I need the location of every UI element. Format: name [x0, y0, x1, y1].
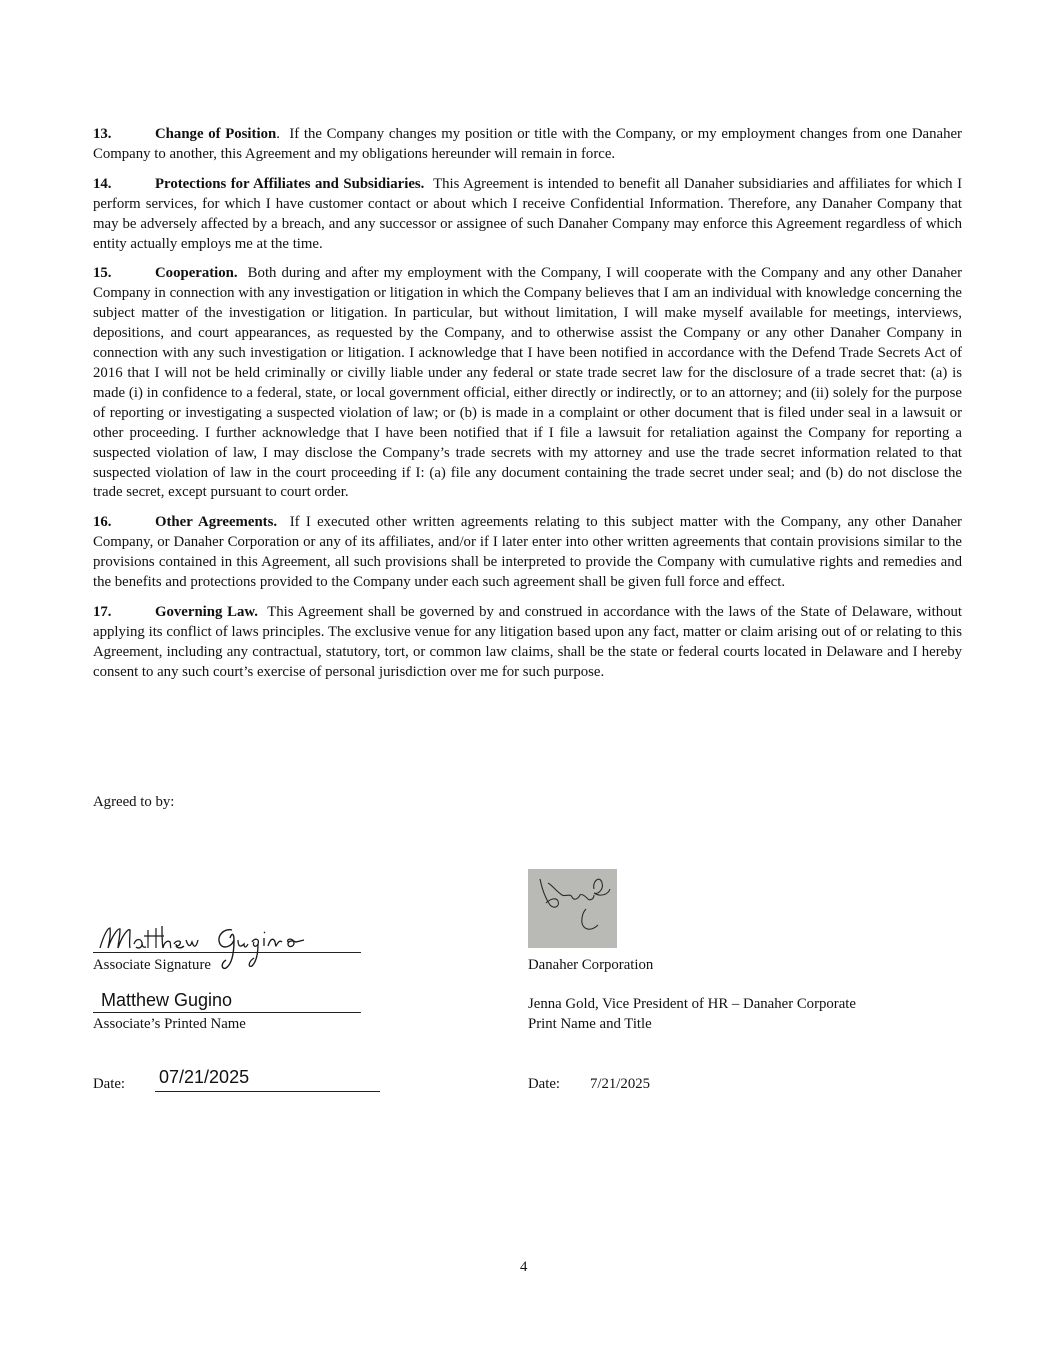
- section-body: This Agreement is intended to benefit all Danaher subsidiaries and affiliates for which I perform services, for which I have customer contact or about which I receive Confidential Information. Therefore, any Danaher Company that may be adversely affected by a breach, and any successor or assignee of such Danaher Company may enforce this Agreement regardless of which entity actually employs me at the time.: [93, 175, 962, 252]
- section-title: Other Agreements.: [155, 514, 278, 531]
- associate-date-label: Date:: [93, 1076, 126, 1092]
- section-title-punct: .: [276, 126, 280, 142]
- section-number: 14.: [93, 175, 112, 192]
- company-name: Danaher Corporation: [528, 957, 654, 973]
- section-body: If the Company changes my position or title with the Company, or my employment changes from one Danaher Company to another, this Agreement and my obligations hereunder will remain in force.: [93, 126, 962, 162]
- section-title: Governing Law.: [155, 603, 258, 620]
- company-signer-name-title: Jenna Gold, Vice President of HR – Danaher Corporate: [528, 996, 856, 1012]
- section-body: This Agreement shall be governed by and construed in accordance with the laws of the State of Delaware, without applying its conflict of laws principles. The exclusive venue for any litigation based upon any fact, matter or claim arising out of or relating to this Agreement, including any contractual, statutory, tort, or common law claims, shall be the state or federal courts located in Delaware and I hereby consent to any such court’s exercise of personal jurisdiction over me for such purpose.: [93, 603, 962, 680]
- section-title: Change of Position: [155, 126, 277, 142]
- company-date-value: 7/21/2025: [590, 1076, 651, 1092]
- section-number: 13.: [93, 126, 112, 142]
- section-14: [93, 175, 962, 255]
- agreement-sections: [93, 125, 962, 693]
- section-number: 16.: [93, 514, 112, 531]
- agreed-to-by-label: Agreed to by:: [93, 794, 175, 810]
- section-body: Both during and after my employment with the Company, I will cooperate with the Company and any other Danaher Company in connection with any investigation or litigation in which the Company believes that I am an individual with knowledge concerning the subject matter of the investigation or litigation. In particular, but without limitation, I will make myself available for meetings, interviews, depositions, and court appearances, as requested by the Company, and to otherwise assist the Company or any other Danaher Company in connection with any such investigation or litigation. I acknowledge that I have been notified in accordance with the Defend Trade Secrets Act of 2016 that I will not be held criminally or civilly liable under any federal or state trade secret law for the disclosure of a trade secret that: (a) is made (i) in confidence to a federal, state, or local government official, either directly or indirectly, or to an attorney; and (ii) solely for the purpose of reporting or investigating a suspected violation of law; or (b) is made in a complaint or other document that is filed under seal in a lawsuit or other proceeding. I further acknowledge that I have been notified that if I file a lawsuit for retaliation against the Company for reporting a suspected violation of law, I may disclose the Company’s trade secrets with my attorney and use the trade secret information related to that suspected violation of law in the court proceeding if I: (a) file any document containing the trade secret under seal; and (b) do not disclose the trade secret, except pursuant to court order.: [93, 265, 963, 501]
- section-15: [93, 264, 962, 503]
- company-print-label: Print Name and Title: [528, 1016, 652, 1032]
- section-body: If I executed other written agreements relating to this subject matter with the Company, any other Danaher Company, or Danaher Corporation or any of its affiliates, and/or if I later enter into other written agreements that contain provisions similar to the provisions contained in this Agreement, all such provisions shall be interpreted to provide the Company with cumulative rights and remedies and the benefits and protections provided to the Company under each such agreement shall be given full force and effect.: [93, 514, 962, 591]
- section-number: 17.: [93, 603, 112, 620]
- section-17: [93, 603, 962, 683]
- company-signature-stamp: [528, 869, 617, 948]
- associate-signature-line: [93, 952, 361, 953]
- associate-signature-label: Associate Signature: [93, 957, 211, 973]
- section-title: Protections for Affiliates and Subsidiaries.: [155, 175, 425, 192]
- section-title: Cooperation.: [155, 265, 238, 282]
- company-handwritten-signature: [528, 869, 617, 948]
- associate-printed-name-line: [93, 1012, 361, 1013]
- page-number: 4: [520, 1259, 528, 1275]
- company-date-label: Date:: [528, 1076, 561, 1092]
- associate-date-line: [155, 1091, 380, 1092]
- associate-printed-name-value: Matthew Gugino: [101, 990, 233, 1010]
- section-13: [93, 125, 962, 165]
- associate-date-value: 07/21/2025: [159, 1067, 250, 1087]
- section-16: [93, 513, 962, 593]
- associate-printed-name-label: Associate’s Printed Name: [93, 1016, 246, 1032]
- section-number: 15.: [93, 265, 112, 282]
